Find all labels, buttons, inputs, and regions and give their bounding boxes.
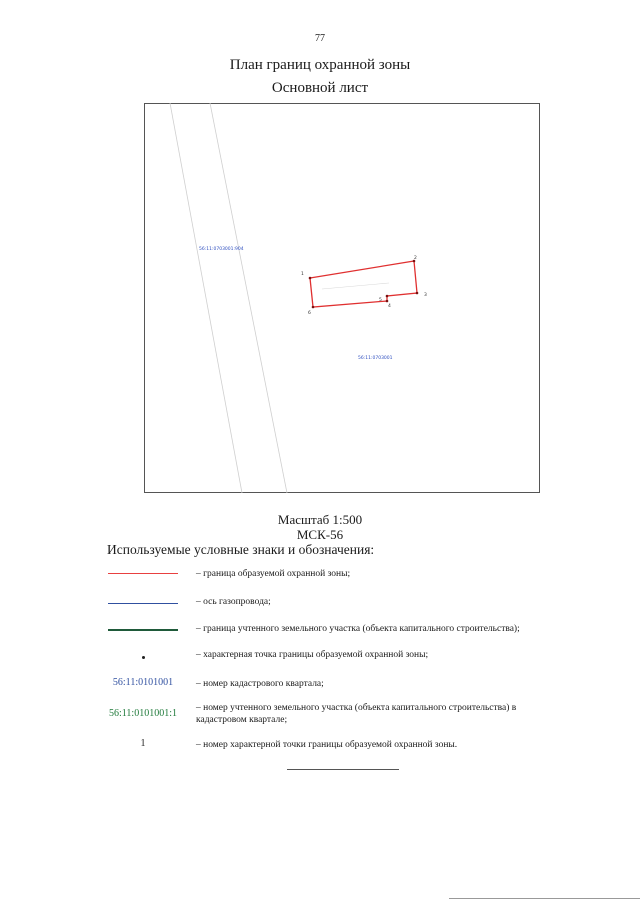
legend-symbol-red-line (108, 573, 178, 574)
legend-symbol-quarter-code: 56:11:0101001 (112, 677, 174, 688)
point-number-4: 4 (388, 304, 391, 309)
legend-symbol-dot-icon (142, 656, 145, 659)
closing-divider (287, 769, 399, 770)
legend-heading: Используемые условные знаки и обозначения: (107, 542, 375, 557)
legend-symbol-point-number: 1 (140, 738, 146, 749)
legend-text: – номер характерной точки границы образуемой охранной зоны. (196, 740, 458, 750)
legend-item-registered-parcel (0, 621, 640, 645)
page-number: 77 (315, 33, 325, 44)
legend-symbol-blue-line (108, 603, 178, 604)
point-number-2: 2 (414, 256, 417, 261)
gas-pipeline-axis (322, 283, 389, 289)
boundary-point-3 (416, 292, 419, 295)
legend-item-parcel-number (0, 702, 640, 726)
point-number-3: 3 (424, 293, 427, 298)
protection-zone-boundary (310, 261, 417, 307)
boundary-point-6 (312, 306, 315, 309)
legend-item-zone-boundary (0, 566, 640, 590)
legend-text: – ось газопровода; (196, 597, 271, 607)
page-title: План границ охранной зоны (229, 57, 411, 73)
legend-text: – номер кадастрового квартала; (196, 679, 324, 689)
legend-text: – номер учтенного земельного участка (объекта капитального строительства) в кадастровом квартале; (196, 703, 517, 725)
page-subtitle: Основной лист (271, 80, 369, 96)
legend-symbol-green-line (108, 629, 178, 631)
quarter-cadastral-label: 56:11:0703001 (358, 356, 393, 361)
legend-item-cadastral-quarter (0, 677, 640, 701)
legend-item-gas-axis (0, 594, 640, 618)
legend-text: – граница образуемой охранной зоны; (196, 569, 351, 579)
boundary-point-1 (309, 277, 312, 280)
point-number-1: 1 (301, 272, 304, 277)
point-number-5: 5 (379, 298, 382, 303)
boundary-plan-map (144, 103, 540, 493)
legend-text: – граница учтенного земельного участка (объекта капитального строительства); (196, 624, 520, 634)
legend-text: – характерная точка границы образуемой охранной зоны; (196, 650, 429, 660)
map-frame-border (145, 104, 540, 493)
boundary-point-5 (386, 295, 389, 298)
map-scale: Масштаб 1:500 (277, 512, 363, 527)
map-svg (144, 103, 540, 493)
parcel-boundary-line-right (210, 103, 287, 493)
boundary-point-4 (386, 300, 389, 303)
point-number-6: 6 (308, 311, 311, 316)
legend-item-point-number (0, 738, 640, 762)
parcel-cadastral-label: 56:11:0703001:904 (199, 247, 244, 252)
parcel-boundary-line-left (170, 103, 242, 493)
legend-item-characteristic-point (0, 649, 640, 673)
legend-symbol-parcel-code: 56:11:0101001:1 (109, 708, 177, 719)
coordinate-system: МСК-56 (296, 527, 344, 542)
scan-edge-line (449, 898, 640, 899)
